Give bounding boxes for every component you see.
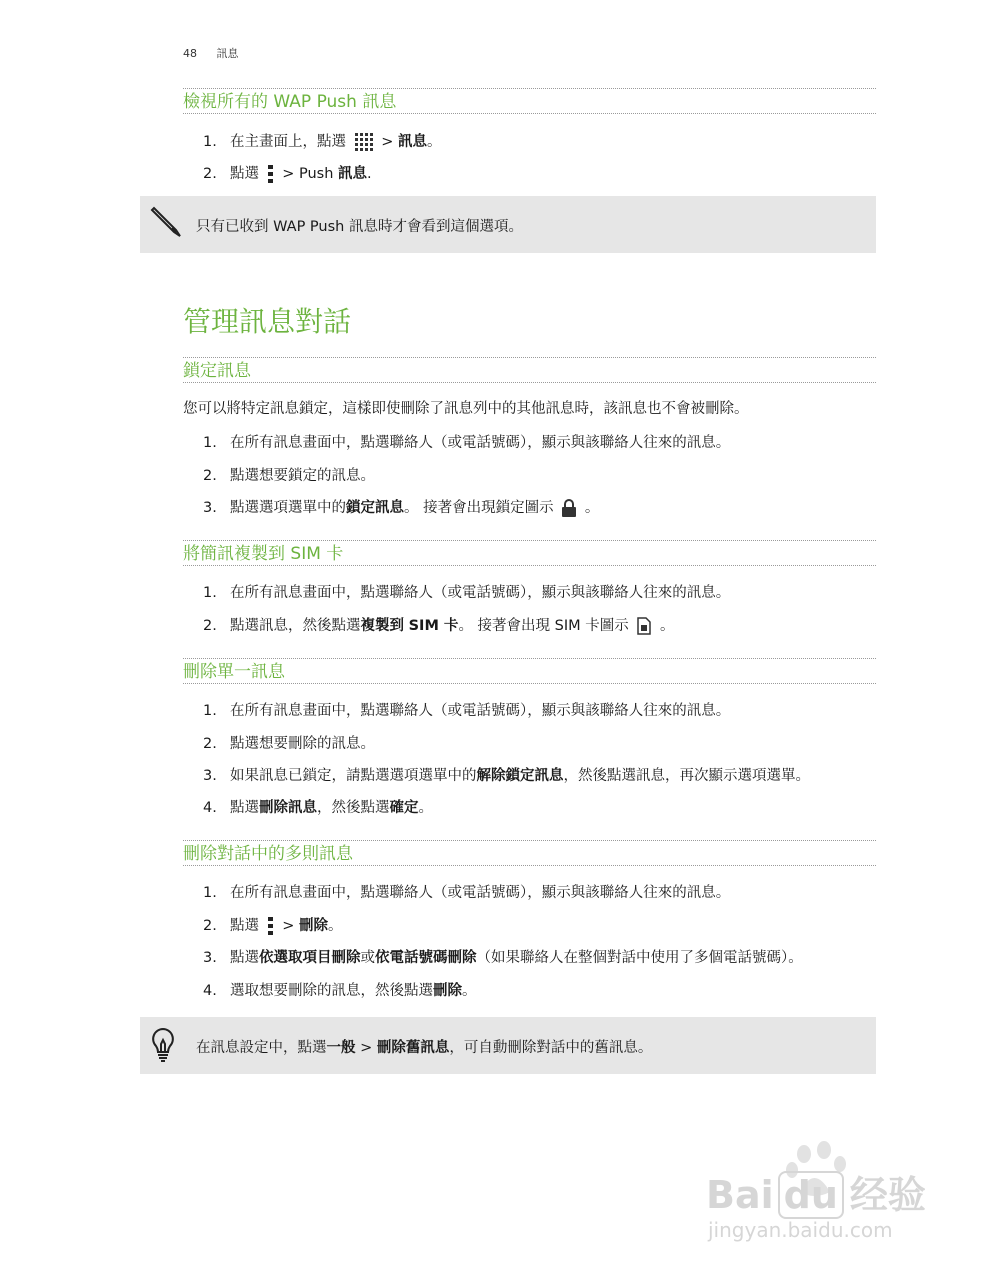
watermark-cn: 经验: [849, 1173, 926, 1217]
tip-text: 在訊息設定中，點選一般 > 刪除舊訊息，可自動刪除對話中的舊訊息。: [196, 1040, 653, 1056]
page-header: [183, 45, 255, 61]
tip-box: [140, 1017, 876, 1074]
list-item: 3. 點選依選取項目刪除或依電話號碼刪除（如果聯絡人在整個對話中使用了多個電話號碼）。: [203, 950, 803, 966]
watermark-brand-2: du: [778, 1171, 844, 1219]
list-item: 2. 點選訊息，然後點選複製到 SIM 卡。 接著會出現 SIM 卡圖示 。: [203, 618, 675, 634]
section-heading-delete-multiple: 刪除對話中的多則訊息: [183, 840, 876, 866]
list-item: 1. 在所有訊息畫面中，點選聯絡人（或電話號碼），顯示與該聯絡人往來的訊息。: [203, 585, 731, 601]
section-heading-delete-single: 刪除單一訊息: [183, 658, 876, 684]
list-item: 1. 在所有訊息畫面中，點選聯絡人（或電話號碼），顯示與該聯絡人往來的訊息。: [203, 435, 731, 451]
watermark-brand: Bai: [706, 1173, 774, 1217]
lightbulb-icon: [148, 1027, 178, 1063]
section-heading-lock: 鎖定訊息: [183, 357, 876, 383]
section-heading-sim: 將簡訊複製到 SIM 卡: [183, 540, 876, 566]
list-item: 1. 在所有訊息畫面中，點選聯絡人（或電話號碼），顯示與該聯絡人往來的訊息。: [203, 885, 731, 901]
intro-paragraph: 您可以將特定訊息鎖定，這樣即使刪除了訊息列中的其他訊息時，該訊息也不會被刪除。: [183, 401, 749, 417]
menu-dots-icon: [268, 917, 274, 935]
list-item: 2. 點選想要鎖定的訊息。: [203, 468, 375, 484]
pencil-icon: [148, 204, 184, 240]
list-item: 4. 選取想要刪除的訊息，然後點選刪除。: [203, 983, 477, 999]
menu-dots-icon: [268, 165, 274, 183]
note-box: [140, 196, 876, 253]
section-heading-wap: 檢視所有的 WAP Push 訊息: [183, 88, 876, 114]
list-item: 3. 如果訊息已鎖定，請點選選項選單中的解除鎖定訊息，然後點選訊息，再次顯示選項選單。: [203, 768, 810, 784]
baidu-watermark: [706, 1140, 936, 1250]
sim-card-icon: [637, 617, 651, 635]
list-item: 2. 點選 > Push 訊息.: [203, 166, 372, 182]
list-item: 1. 在主畫面上，點選 > 訊息。: [203, 134, 442, 150]
all-apps-icon: [355, 133, 373, 151]
note-text: 只有已收到 WAP Push 訊息時才會看到這個選項。: [196, 219, 523, 235]
lock-icon: [562, 499, 576, 517]
page-number: 48: [183, 47, 197, 60]
list-item: 2. 點選 > 刪除。: [203, 918, 343, 934]
watermark-url: jingyan.baidu.com: [708, 1218, 893, 1242]
chapter-name: 訊息: [216, 47, 239, 60]
page-title: 管理訊息對話: [183, 305, 352, 338]
list-item: 3. 點選選項選單中的鎖定訊息。 接著會出現鎖定圖示 。: [203, 500, 600, 516]
list-item: 2. 點選想要刪除的訊息。: [203, 736, 375, 752]
list-item: 1. 在所有訊息畫面中，點選聯絡人（或電話號碼），顯示與該聯絡人往來的訊息。: [203, 703, 731, 719]
list-item: 4. 點選刪除訊息，然後點選確定。: [203, 800, 433, 816]
